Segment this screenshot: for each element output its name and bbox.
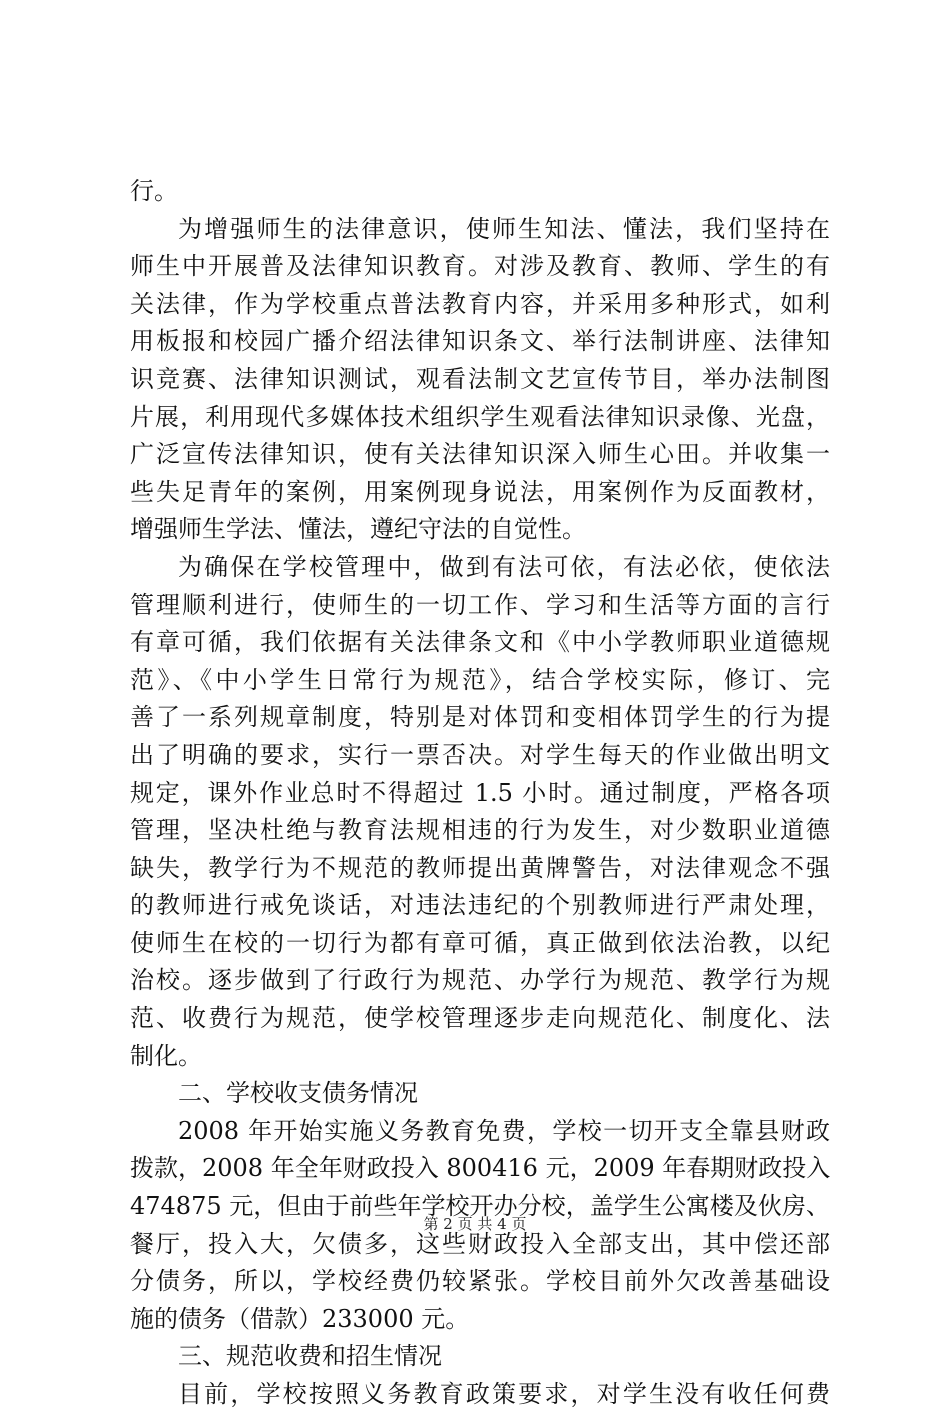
text-line: 关法律，作为学校重点普法教育内容，并采用多种形式，如利 [130, 289, 830, 318]
text-line: 出了明确的要求，实行一票否决。对学生每天的作业做出明文 [130, 740, 830, 769]
text-line: 识竞赛、法律知识测试，观看法制文艺宣传节目，举办法制图 [130, 364, 830, 393]
text-line: 范、收费行为规范，使学校管理逐步走向规范化、制度化、法 [130, 1004, 830, 1033]
text-line: 管理，坚决杜绝与教育法规相违的行为发生，对少数职业道德 [130, 816, 830, 845]
text-line: 缺失，教学行为不规范的教师提出黄牌警告，对法律观念不强 [130, 853, 830, 882]
text-line: 师生中开展普及法律知识教育。对涉及教育、教师、学生的有 [130, 252, 830, 281]
text-line: 使师生在校的一切行为都有章可循，真正做到依法治教，以纪 [130, 928, 830, 957]
text-line: 474875 元，但由于前些年学校开办分校，盖学生公寓楼及伙房、 [130, 1192, 830, 1221]
text-line: 拨款，2008 年全年财政投入 800416 元，2009 年春期财政投入 [130, 1154, 830, 1183]
paragraph-first-line: 2008 年开始实施义务教育免费，学校一切开支全靠县财政 [178, 1116, 830, 1145]
paragraph-first-line: 目前，学校按照义务教育政策要求，对学生没有收任何费 [178, 1380, 830, 1408]
text-line: 片展，利用现代多媒体技术组织学生观看法律知识录像、光盘， [130, 402, 830, 431]
text-line: 制化。 [130, 1041, 202, 1070]
text-line: 的教师进行戒免谈话，对违法违纪的个别教师进行严肃处理， [130, 891, 830, 920]
page-number-footer: 第 2 页 共 4 页 [423, 1215, 527, 1233]
text-line: 餐厅，投入大，欠债多，这些财政投入全部支出，其中偿还部 [130, 1229, 830, 1258]
text-line: 施的债务（借款）233000 元。 [130, 1304, 470, 1333]
paragraph-first-line: 为确保在学校管理中，做到有法可依，有法必依，使依法 [178, 552, 830, 581]
text-line: 规定，课外作业总时不得超过 1.5 小时。通过制度，严格各项 [130, 778, 830, 807]
text-line: 管理顺利进行，使师生的一切工作、学习和生活等方面的言行 [130, 590, 830, 619]
paragraph-first-line: 为增强师生的法律意识，使师生知法、懂法，我们坚持在 [178, 214, 830, 243]
text-line: 增强师生学法、懂法，遵纪守法的自觉性。 [130, 515, 586, 544]
text-line: 行。 [130, 177, 178, 205]
text-line: 分债务，所以，学校经费仍较紧张。学校目前外欠改善基础设 [130, 1267, 830, 1296]
text-line: 用板报和校园广播介绍法律知识条文、举行法制讲座、法律知 [130, 327, 830, 356]
text-line: 范》、《中小学生日常行为规范》，结合学校实际，修订、完 [130, 665, 830, 694]
section-heading: 三、规范收费和招生情况 [178, 1342, 442, 1371]
text-line: 治校。逐步做到了行政行为规范、办学行为规范、教学行为规 [130, 966, 830, 995]
text-line: 有章可循，我们依据有关法律条文和《中小学教师职业道德规 [130, 628, 830, 657]
text-line: 善了一系列规章制度，特别是对体罚和变相体罚学生的行为提 [130, 703, 830, 732]
text-line: 广泛宣传法律知识，使有关法律知识深入师生心田。并收集一 [130, 440, 830, 469]
section-heading: 二、学校收支债务情况 [178, 1079, 418, 1108]
text-line: 些失足青年的案例，用案例现身说法，用案例作为反面教材， [130, 477, 830, 506]
